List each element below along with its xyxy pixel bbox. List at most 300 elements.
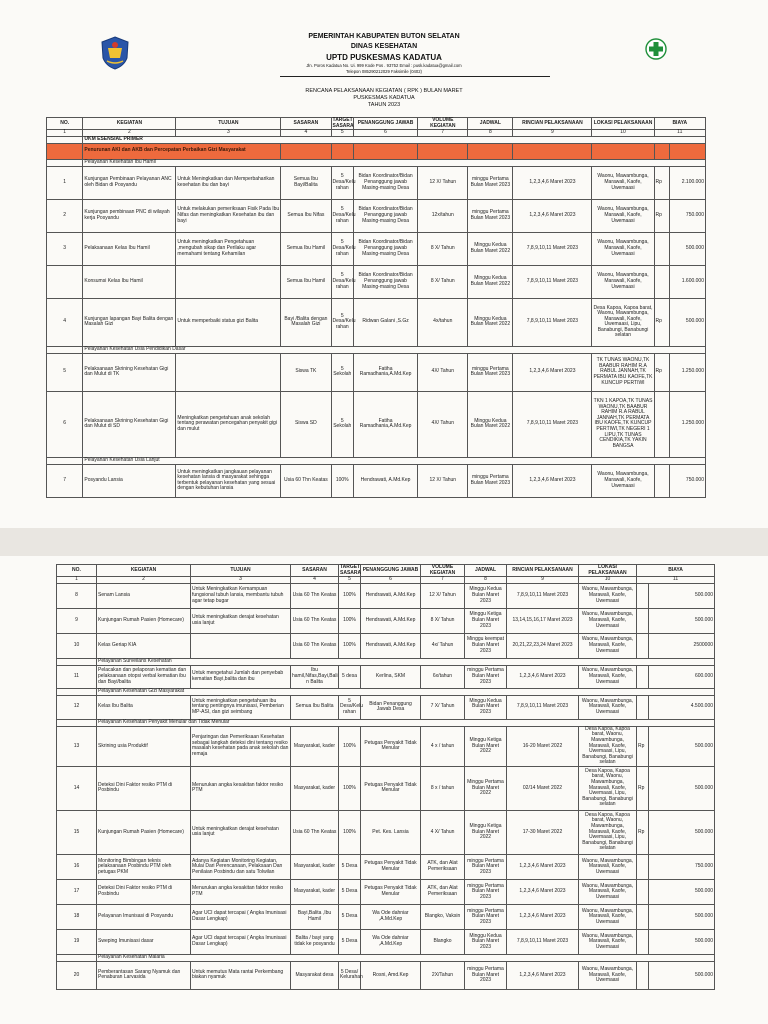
doc-subtitle: PUSKESMAS KADATUA: [353, 95, 415, 101]
table-row: [47, 265, 706, 298]
cell-sasaran: Semua Ibu Hamil: [281, 265, 331, 298]
cell-kegiatan: Kelas Geriap KIA: [97, 633, 191, 658]
column-number-row: [47, 130, 706, 137]
cell-no: 6: [47, 391, 83, 457]
cell-sasaran: Ibu hamil,Nifas,Bayi,Bali n Balita: [291, 665, 339, 688]
header-divider: [280, 76, 550, 77]
col-num: 7: [421, 577, 465, 584]
cell-no: 12: [57, 695, 97, 719]
cell-rincian: 7,8,9,10,11 Maret 2023: [507, 929, 579, 954]
cell-jadwal: Minggu Pertama Bulan Maret 2022: [465, 766, 507, 810]
cell-target: 5 Desa: [339, 904, 361, 929]
cell-no: [47, 265, 83, 298]
cell-sasaran: Semua Ibu Balita: [291, 695, 339, 719]
cell-penanggung-jawab: Petugas Penyakit Tidak Menular: [361, 766, 421, 810]
cell-volume: 8 X/ Tahun: [418, 232, 468, 265]
cell-biaya: 750.000: [669, 199, 706, 232]
col-num: 9: [513, 130, 592, 137]
cell-rp: [637, 929, 649, 954]
col-num: 11: [654, 130, 705, 137]
table-row: [57, 854, 715, 879]
cell-lokasi: Desa Kapoa, Kapoa barat, Waonu, Mawambunga, Marawali, Kaofe, Uwemaasi, Lipu, Banabungi, Banabungi selatan: [579, 766, 637, 810]
cell-tujuan: Untuk meningkatkan derajat kesehatan usia lanjut: [191, 810, 291, 854]
cell-biaya: 2500000: [649, 633, 715, 658]
table-row: [47, 298, 706, 346]
cell-no: 3: [47, 232, 83, 265]
cell-penanggung-jawab: Petugas Penyakit Tidak Menular: [361, 726, 421, 766]
cell-kegiatan: Deteksi Dini Faktor resiko PTM di Posbindu: [97, 766, 191, 810]
table-row: [57, 608, 715, 633]
col-no: NO.: [47, 118, 83, 130]
cell-volume: 4x/ Tahun: [421, 633, 465, 658]
table-row: [57, 879, 715, 904]
cell-tujuan: Penjaringan dan Pemeriksaan Kesehatan sebagai langkah deteksi dini tentang resiko masalah kesehatan pada anak sekolah dan remaja: [191, 726, 291, 766]
cell-penanggung-jawab: Bidan Koordinator/Bidan Penanggung jawab Masing-masing Desa: [353, 232, 417, 265]
cell-lokasi: Desa Kapoa, Kapoa barat, Waonu, Mawambunga, Marawali, Kaofe, Uwemaasi, Lipu, Banabungi, Banabungi selatan: [592, 298, 654, 346]
cell-jadwal: minggu Pertama Bulan Maret 2023: [465, 904, 507, 929]
cell-jadwal: minggu Pertama Bulan Maret 2023: [468, 166, 513, 199]
cell-lokasi: Waonu, Mawambunga, Marawali, Kaofe, Uwemaasi: [592, 166, 654, 199]
col-biaya: BIAYA: [637, 565, 715, 577]
cell-rincian: 13,14,15,16,17 Maret 2023: [507, 608, 579, 633]
cell-rp: Rp: [637, 766, 649, 810]
col-jadwal: JADWAL: [468, 118, 513, 130]
cell-biaya: 500.000: [649, 929, 715, 954]
col-sasaran: SASARAN: [291, 565, 339, 577]
section-label: Pelayanan Kesehatan Usia Pendidikan Dasar: [83, 346, 706, 353]
cell-volume: 8 X/ Tahun: [421, 608, 465, 633]
cell-target: 5 Desa: [339, 879, 361, 904]
col-penanggung: PENANGGUNG JAWAB: [353, 118, 417, 130]
cell-kegiatan: Pelaksanaan Skrining Kesehatan Gigi dan Mulut di TK: [83, 353, 176, 391]
cell-target: 5 Desa/Kelu rahan: [331, 166, 353, 199]
cell-tujuan: Agar UCI dapat tercapai ( Angka Imunisasi Dasar Lengkap): [191, 929, 291, 954]
cell-lokasi: Desa Kapoa, Kapoa barat, Waonu, Mawambunga, Marawali, Kaofe, Uwemaasi, Lipu, Banabungi, Banabungi selatan: [579, 726, 637, 766]
rpk-table-page-2: [56, 564, 715, 990]
table-row: [57, 583, 715, 608]
table-row: [57, 665, 715, 688]
cell-penanggung-jawab: Wa Ode dahniar ,A.Md.Kep: [361, 929, 421, 954]
cell-tujuan: Menurukan angka kesakitan faktor resiko PTM: [191, 766, 291, 810]
col-num: 6: [353, 130, 417, 137]
cell-sasaran: Semua Ibu Nifas: [281, 199, 331, 232]
cell-tujuan: Agar UCI dapat tercapai ( Angka Imunisasi Dasar Lengkap): [191, 904, 291, 929]
table-header-row: [47, 118, 706, 130]
col-no: NO.: [57, 565, 97, 577]
cell-kegiatan: Senam Lansia: [97, 583, 191, 608]
cell-rp: [637, 633, 649, 658]
cell-target: 100%: [339, 583, 361, 608]
cell-jadwal: minggu Pertama Bulan Maret 2023: [468, 464, 513, 497]
cell-rp: Rp: [654, 199, 669, 232]
cell-rp: [654, 391, 669, 457]
cell-kegiatan: Kunjungan Rumah Pasien (Homecare): [97, 608, 191, 633]
cell-lokasi: Desa Kapoa, Kapoa barat, Waonu, Mawambunga, Marawali, Kaofe, Uwemaasi, Lipu, Banabungi, Banabungi selatan: [579, 810, 637, 854]
cell-tujuan: Untuk meningkatkan pengetahuan ibu tentang pentingnya imunisasi, Pemberian MP-ASI, dan gizi seimbang: [191, 695, 291, 719]
cell-volume: 4X/ Tahun: [418, 353, 468, 391]
cell-volume: 8 x / tahun: [421, 766, 465, 810]
col-num: 1: [47, 130, 83, 137]
rpk-table-page-1: [46, 117, 706, 498]
col-volume: VOLUME KEGIATAN: [421, 565, 465, 577]
section-row: [47, 136, 706, 143]
doc-year: TAHUN 2023: [367, 102, 401, 108]
col-target: TARGET SASARA: [332, 117, 354, 129]
cell-rincian: 1,2,3,4,6 Maret 2023: [507, 854, 579, 879]
cell-volume: 8 X/ Tahun: [418, 265, 468, 298]
col-rincian: RINCIAN PELAKSANAAN: [513, 118, 592, 130]
cell-kegiatan: Pelayanan Imunisasi di Posyandu: [97, 904, 191, 929]
cell-tujuan: Untuk meningkatkan derajat kesehatan usia lanjut: [191, 608, 291, 633]
cell-penanggung-jawab: Bidan Koordinator/Bidan Penanggung jawab Masing-masing Desa: [353, 265, 417, 298]
cell-sasaran: Masyarakat, kader: [291, 854, 339, 879]
cell-penanggung-jawab: Hendrawati, A.Md.Kep: [361, 633, 421, 658]
cell-target: 100%: [331, 464, 353, 497]
cell-lokasi: Waonu, Mawambunga, Marawali, Kaofe, Uwemaasi: [592, 464, 654, 497]
cell-penanggung-jawab: Wa Ode dahniar ,A.Md.Kep: [361, 904, 421, 929]
cell-rp: [637, 961, 649, 989]
cell-kegiatan: Deteksi Dini Faktor resiko PTM di Posbindu: [97, 879, 191, 904]
cell-volume: 7 X/ Tahun: [421, 695, 465, 719]
cell-target: 5 Desa/Kelu rahan: [331, 232, 353, 265]
col-num: 9: [507, 577, 579, 584]
section-row: [57, 688, 715, 695]
cell-jadwal: Minggu Kedua Bulan Maret 2023: [465, 929, 507, 954]
table-row: [47, 353, 706, 391]
cell-sasaran: Semua Ibu Bayi/Balita: [281, 166, 331, 199]
cell-no: 1: [47, 166, 83, 199]
col-lokasi: LOKASI PELAKSANAAN: [579, 565, 637, 577]
cell-biaya: 750.000: [649, 854, 715, 879]
puskesmas-title: UPTD PUSKESMAS KADATUA: [326, 53, 442, 62]
section-row: [57, 658, 715, 665]
cell-rp: [654, 265, 669, 298]
cell-rp: [637, 665, 649, 688]
col-num: 8: [468, 130, 513, 137]
col-biaya: BIAYA: [654, 118, 705, 130]
table-row: [57, 633, 715, 658]
table-row: [47, 166, 706, 199]
cell-rp: [637, 695, 649, 719]
col-num: 6: [361, 577, 421, 584]
cell-tujuan: Untuk Meningkatkan dan Memperbaharikan kesehatan ibu dan bayi: [176, 166, 281, 199]
cell-sasaran: Usia 60 Thn Keatas: [291, 810, 339, 854]
cell-jadwal: Minggu Kedua Bulan Maret 2022: [468, 298, 513, 346]
cell-no: 15: [57, 810, 97, 854]
section-label: Pelayanan Kesehatan Gizi Masyarakat: [97, 688, 715, 695]
cell-rincian: 7,8,9,10,11 Maret 2023: [513, 298, 592, 346]
cell-tujuan: Untuk memperbaiki status gizi Balita: [176, 298, 281, 346]
cell-jadwal: minggu Pertama Bulan Maret 2023: [468, 199, 513, 232]
cell-sasaran: Siswa SD: [281, 391, 331, 457]
col-target: TARGET SASARA: [340, 564, 362, 576]
cell-rincian: 7,8,9,10,11 Maret 2023: [513, 232, 592, 265]
cell-biaya: 500.000: [649, 726, 715, 766]
cell-penanggung-jawab: Bidan Penanggung Jawab Desa: [361, 695, 421, 719]
cell-jadwal: minggu Pertama Bulan Maret 2023: [465, 665, 507, 688]
col-num: 1: [57, 577, 97, 584]
cell-rincian: 7,8,9,10,11 Maret 2023: [507, 583, 579, 608]
cell-sasaran: Bayi,Balita ,Ibu Hamil: [291, 904, 339, 929]
cell-biaya: 2.100.000: [669, 166, 706, 199]
column-number-row: [57, 577, 715, 584]
cell-target: 5 Desa/Kelu rahan: [331, 199, 353, 232]
col-sasaran: SASARAN: [281, 118, 331, 130]
cell-no: 13: [57, 726, 97, 766]
cell-biaya: 500.000: [649, 766, 715, 810]
col-kegiatan: KEGIATAN: [97, 565, 191, 577]
cell-penanggung-jawab: Hendrawati, A.Md.Kep: [361, 583, 421, 608]
cell-rp: [654, 464, 669, 497]
cell-biaya: 500.000: [649, 608, 715, 633]
cell-biaya: 500.000: [649, 810, 715, 854]
cell-kegiatan: Kelas Ibu Balita: [97, 695, 191, 719]
cell-jadwal: minggu Pertama Bulan Maret 2023: [468, 353, 513, 391]
cell-penanggung-jawab: Pet. Kes. Lansia: [361, 810, 421, 854]
cell-jadwal: minggu Pertama Bulan Maret 2023: [465, 854, 507, 879]
cell-tujuan: Untuk meningkatkan Pengetahuan ,mengubah sikap dan Perilaku agar memahami tentang Kehamilan: [176, 232, 281, 265]
cell-sasaran: Siswa TK: [281, 353, 331, 391]
cell-rincian: 1,2,3,4,6 Maret 2023: [513, 166, 592, 199]
cell-volume: ATK, dan Alat Pemeriksaan: [421, 854, 465, 879]
cell-volume: 4 X/ Tahun: [421, 810, 465, 854]
cell-lokasi: Waonu, Mawambunga, Marawali, Kaofe, Uwemaasi: [579, 929, 637, 954]
cell-target: 5 Desa/Kelu rahan: [331, 298, 353, 346]
cell-sasaran: Usia 60 Thn Keatas: [291, 608, 339, 633]
cell-sasaran: Usia 60 Thn Keatas: [291, 633, 339, 658]
cell-penanggung-jawab: Hendrawati, A.Md.Kep: [353, 464, 417, 497]
cell-no: 11: [57, 665, 97, 688]
cell-lokasi: TK TUNAS WAONU,TK BAABUR RAHIM R.A RABUL JANNAH,TK PERMATA IBU KAOFE,TK KUNCUP PERTIWI: [592, 353, 654, 391]
col-num: 8: [465, 577, 507, 584]
cell-biaya: 1.250.000: [669, 391, 706, 457]
cell-rincian: 1,2,3,4,6 Maret 2023: [507, 961, 579, 989]
cell-penanggung-jawab: Hendrawati, A.Md.Kep: [361, 608, 421, 633]
cell-tujuan: Meningkatkan pengetahuan anak sekolah tentang perawatan pencegahan penyakit gigi dan mulut: [176, 391, 281, 457]
col-volume: VOLUME KEGIATAN: [418, 118, 468, 130]
col-num: 2: [97, 577, 191, 584]
cell-lokasi: Waonu, Mawambunga, Marawali, Kaofe, Uwemaasi: [579, 961, 637, 989]
cell-volume: 2X/Tahun: [421, 961, 465, 989]
cell-volume: Blangko: [421, 929, 465, 954]
cell-kegiatan: Kunjungan Rumah Pasien (Homecare): [97, 810, 191, 854]
cell-tujuan: Menurukan angka kesakitan faktor resiko PTM: [191, 879, 291, 904]
cell-biaya: 500.000: [669, 298, 706, 346]
cell-biaya: 600.000: [649, 665, 715, 688]
phone-line: Telepon 085290212029 Faksimile (0402): [346, 69, 422, 74]
cell-sasaran: Masyarakat, kader: [291, 879, 339, 904]
cell-lokasi: Waonu, Mawambunga, Marawali, Kaofe, Uwemaasi: [579, 904, 637, 929]
cell-biaya: 750.000: [669, 464, 706, 497]
table-row: [47, 464, 706, 497]
cell-rp: Rp: [654, 298, 669, 346]
col-num: 5: [339, 577, 361, 584]
cell-tujuan: Untuk mengetahui Jumlah dan penyebab kematian Bayi,balita dan ibu: [191, 665, 291, 688]
address-line: Jln. Poros Kadatua No. Ui. 999 Kode Pos . 93752 Email : pusk.kadatua@gmail.com: [306, 63, 462, 68]
cell-no: 18: [57, 904, 97, 929]
cell-rincian: 20,21,22,23,24 Maret 2023: [507, 633, 579, 658]
col-tujuan: TUJUAN: [191, 565, 291, 577]
cell-jadwal: Minggu Kedua Bulan Maret 2022: [468, 391, 513, 457]
cell-target: 5 Sekolah: [331, 391, 353, 457]
cell-rincian: 02/14 Maret 2022: [507, 766, 579, 810]
cell-target: 5 Desa: [339, 929, 361, 954]
cell-volume: 12 X/ Tahun: [421, 583, 465, 608]
cell-kegiatan: Pelaksanaan Kelas Ibu Hamil: [83, 232, 176, 265]
table-row: [57, 929, 715, 954]
col-num: 10: [579, 577, 637, 584]
cell-target: 100%: [339, 766, 361, 810]
highlight-label: Penurunan AKI dan AKB dan Percepatan Perbaikan Gizi Masyarakat: [83, 143, 281, 159]
cell-target: 5 Desa/Kelu rahan: [331, 265, 353, 298]
table-row: [57, 904, 715, 929]
cell-rp: [654, 232, 669, 265]
col-kegiatan: KEGIATAN: [83, 118, 176, 130]
cell-lokasi: Waonu, Mawambunga, Marawali, Kaofe, Uwemaasi: [592, 232, 654, 265]
cell-lokasi: Waonu, Mawambunga, Marawali, Kaofe, Uwemaasi: [579, 633, 637, 658]
cell-biaya: 500.000: [649, 879, 715, 904]
cell-target: 5 Sekolah: [331, 353, 353, 391]
cell-jadwal: Minggu Ketiga Bulan Maret 2023: [465, 608, 507, 633]
cell-kegiatan: Monitoring Bimbingan teknis pelaksanaan Posbindu PTM oleh petugas PKM: [97, 854, 191, 879]
table-row: [57, 695, 715, 719]
cell-kegiatan: Kunjungan Pembinaan Pelayanan ANC oleh Bidan di Posyandu: [83, 166, 176, 199]
cell-rincian: 7,8,9,10,11 Maret 2023: [507, 695, 579, 719]
cell-penanggung-jawab: Petugas Penyakit Tidak Menular: [361, 854, 421, 879]
cell-rp: [637, 583, 649, 608]
cell-kegiatan: Konsumsi Kelas Ibu Hamil: [83, 265, 176, 298]
page-gap: [0, 528, 768, 556]
col-tujuan: TUJUAN: [176, 118, 281, 130]
section-row: [47, 346, 706, 353]
col-penanggung: PENANGGUNG JAWAB: [361, 565, 421, 577]
col-num: 3: [191, 577, 291, 584]
cell-lokasi: Waonu, Mawambunga, Marawali, Kaofe, Uwemaasi: [579, 879, 637, 904]
col-num: 4: [291, 577, 339, 584]
cell-rp: Rp: [637, 810, 649, 854]
gov-title: PEMERINTAH KABUPATEN BUTON SELATAN: [308, 33, 460, 40]
table-row: [47, 199, 706, 232]
cell-lokasi: Waonu, Mawambunga, Marawali, Kaofe, Uwemaasi: [592, 265, 654, 298]
section-label: Pelayanan Kesehatan Usia Lanjut: [83, 457, 706, 464]
cell-jadwal: Minggu keempat Bulan Maret 2023: [465, 633, 507, 658]
cell-no: 19: [57, 929, 97, 954]
cell-jadwal: Minggu Kedua Bulan Maret 2022: [468, 232, 513, 265]
cell-tujuan: Untuk melakukan pemeriksaan Fisik Pada Ibu Nifas dan meningkatkan Kesehatan ibu dan bayi: [176, 199, 281, 232]
cell-rincian: 16-20 Maret 2022: [507, 726, 579, 766]
section-label: Pelayanan Kesehatan Penyakit Menular dan Tidak Menular: [97, 719, 715, 726]
cell-tujuan: [176, 265, 281, 298]
department-title: DINAS KESEHATAN: [350, 43, 418, 50]
cell-rincian: 1,2,3,4,6 Maret 2023: [507, 879, 579, 904]
cell-biaya: 500.000: [649, 904, 715, 929]
cell-biaya: 1.250.000: [669, 353, 706, 391]
cell-penanggung-jawab: Fatiha Ramadhania,A.Md.Kep: [353, 391, 417, 457]
cell-sasaran: Masyarakat, kader: [291, 726, 339, 766]
cell-kegiatan: Sweping Imunisasi dasar: [97, 929, 191, 954]
cell-target: 5 desa: [339, 665, 361, 688]
col-num: 7: [418, 130, 468, 137]
cell-rp: Rp: [654, 353, 669, 391]
cell-penanggung-jawab: Kerlina, SKM: [361, 665, 421, 688]
section-label: Pelayanan Surveilans Kesehatan: [97, 658, 715, 665]
table-row: [57, 726, 715, 766]
cell-kegiatan: Posyandu Lansia: [83, 464, 176, 497]
cell-rp: [637, 608, 649, 633]
cell-biaya: 500.000: [649, 583, 715, 608]
cell-target: 5 Desa/Kelu rahan: [339, 695, 361, 719]
cell-rincian: 1,2,3,4,6 Maret 2023: [513, 464, 592, 497]
cell-biaya: 500.000: [649, 961, 715, 989]
table-row: [57, 961, 715, 989]
cell-biaya: 4.500.000: [649, 695, 715, 719]
cell-tujuan: Untuk memutus Mata rantai Perkembang biakan nyamuk: [191, 961, 291, 989]
cell-target: 100%: [339, 810, 361, 854]
col-jadwal: JADWAL: [465, 565, 507, 577]
cell-sasaran: Masyarakat, kader: [291, 766, 339, 810]
cell-tujuan: Untuk Meningkatkan Kemampuan fungsional tubuh lansia, membantu tubuh agar tetap bugar: [191, 583, 291, 608]
cell-no: 9: [57, 608, 97, 633]
cell-target: 5 Desa: [339, 854, 361, 879]
cell-rincian: 7,8,9,10,11 Maret 2023: [513, 265, 592, 298]
table-row: [57, 766, 715, 810]
cell-no: 20: [57, 961, 97, 989]
cell-lokasi: Waonu, Mawambunga, Marawali, Kaofe, Uwemaasi: [579, 608, 637, 633]
cell-rp: [637, 879, 649, 904]
cell-tujuan: [191, 633, 291, 658]
cell-sasaran: Usia 60 Thn Keatas: [281, 464, 331, 497]
cell-rincian: 1,2,3,4,6 Maret 2023: [513, 199, 592, 232]
cell-jadwal: minggu Pertama Bulan Maret 2023: [465, 879, 507, 904]
cell-target: 100%: [339, 633, 361, 658]
col-rincian: RINCIAN PELAKSANAAN: [507, 565, 579, 577]
col-num: 3: [176, 130, 281, 137]
cell-jadwal: Minggu Kedua Bulan Maret 2022: [468, 265, 513, 298]
section-row: [47, 159, 706, 166]
col-num: 10: [592, 130, 654, 137]
cell-lokasi: Waonu, Mawambunga, Marawali, Kaofe, Uwemaasi: [592, 199, 654, 232]
cell-kegiatan: Kunjungan lapangan Bayi Balita dengan Masalah Gizi: [83, 298, 176, 346]
cell-no: 16: [57, 854, 97, 879]
page-two: [0, 556, 768, 1024]
cell-sasaran: Bayi /Balita dengan Masalah Gizi: [281, 298, 331, 346]
cell-no: 8: [57, 583, 97, 608]
cell-no: 2: [47, 199, 83, 232]
cell-kegiatan: Pemberantasan Sarang Nyamuk dan Penaburan Larvasida: [97, 961, 191, 989]
cell-volume: 12x/tahun: [418, 199, 468, 232]
cell-penanggung-jawab: Ridwan Galani ,S.Gz: [353, 298, 417, 346]
cell-target: 100%: [339, 608, 361, 633]
section-row: [57, 954, 715, 961]
cell-rincian: 1,2,3,4,6 Maret 2023: [507, 904, 579, 929]
cell-sasaran: Usia 60 Thn Keatas: [291, 583, 339, 608]
cell-jadwal: Minggu Kedua Bulan Maret 2023: [465, 583, 507, 608]
cell-jadwal: Minggu Ketiga Bulan Maret 2022: [465, 810, 507, 854]
cell-tujuan: Untuk meningkatkan jangkauan pelayanan kesehatan lansia di masyarakat sehingga terbentuk pelayanan kesehatan yang sesuai dengan kebutuhan lansia: [176, 464, 281, 497]
cell-no: 4: [47, 298, 83, 346]
cell-lokasi: Waonu, Mawambunga, Marawali, Kaofe, Uwemaasi: [579, 583, 637, 608]
section-row: [47, 457, 706, 464]
cell-rincian: 7,8,9,10,11 Maret 2023: [513, 391, 592, 457]
cell-lokasi: TKN 1 KAPOA,TK TUNAS WAONU,TK BAABUR RAHIM R.A RABUL JANNAH,TK PERMATA IBU KAOFE,TK KUNCUP PERTIWI,TK NEGERI 1 LIPU,TK TUNAS CENDIKIA,TK YAKIN BANGSA: [592, 391, 654, 457]
cell-volume: 12 X/ Tahun: [418, 166, 468, 199]
cell-rp: [637, 904, 649, 929]
cell-kegiatan: Skrining usia Produktif: [97, 726, 191, 766]
cell-sasaran: Semua Ibu Hamil: [281, 232, 331, 265]
col-num: 5: [331, 130, 353, 137]
cell-lokasi: Waonu, Mawambunga, Marawali, Kaofe, Uwemaasi: [579, 665, 637, 688]
col-num: 2: [83, 130, 176, 137]
